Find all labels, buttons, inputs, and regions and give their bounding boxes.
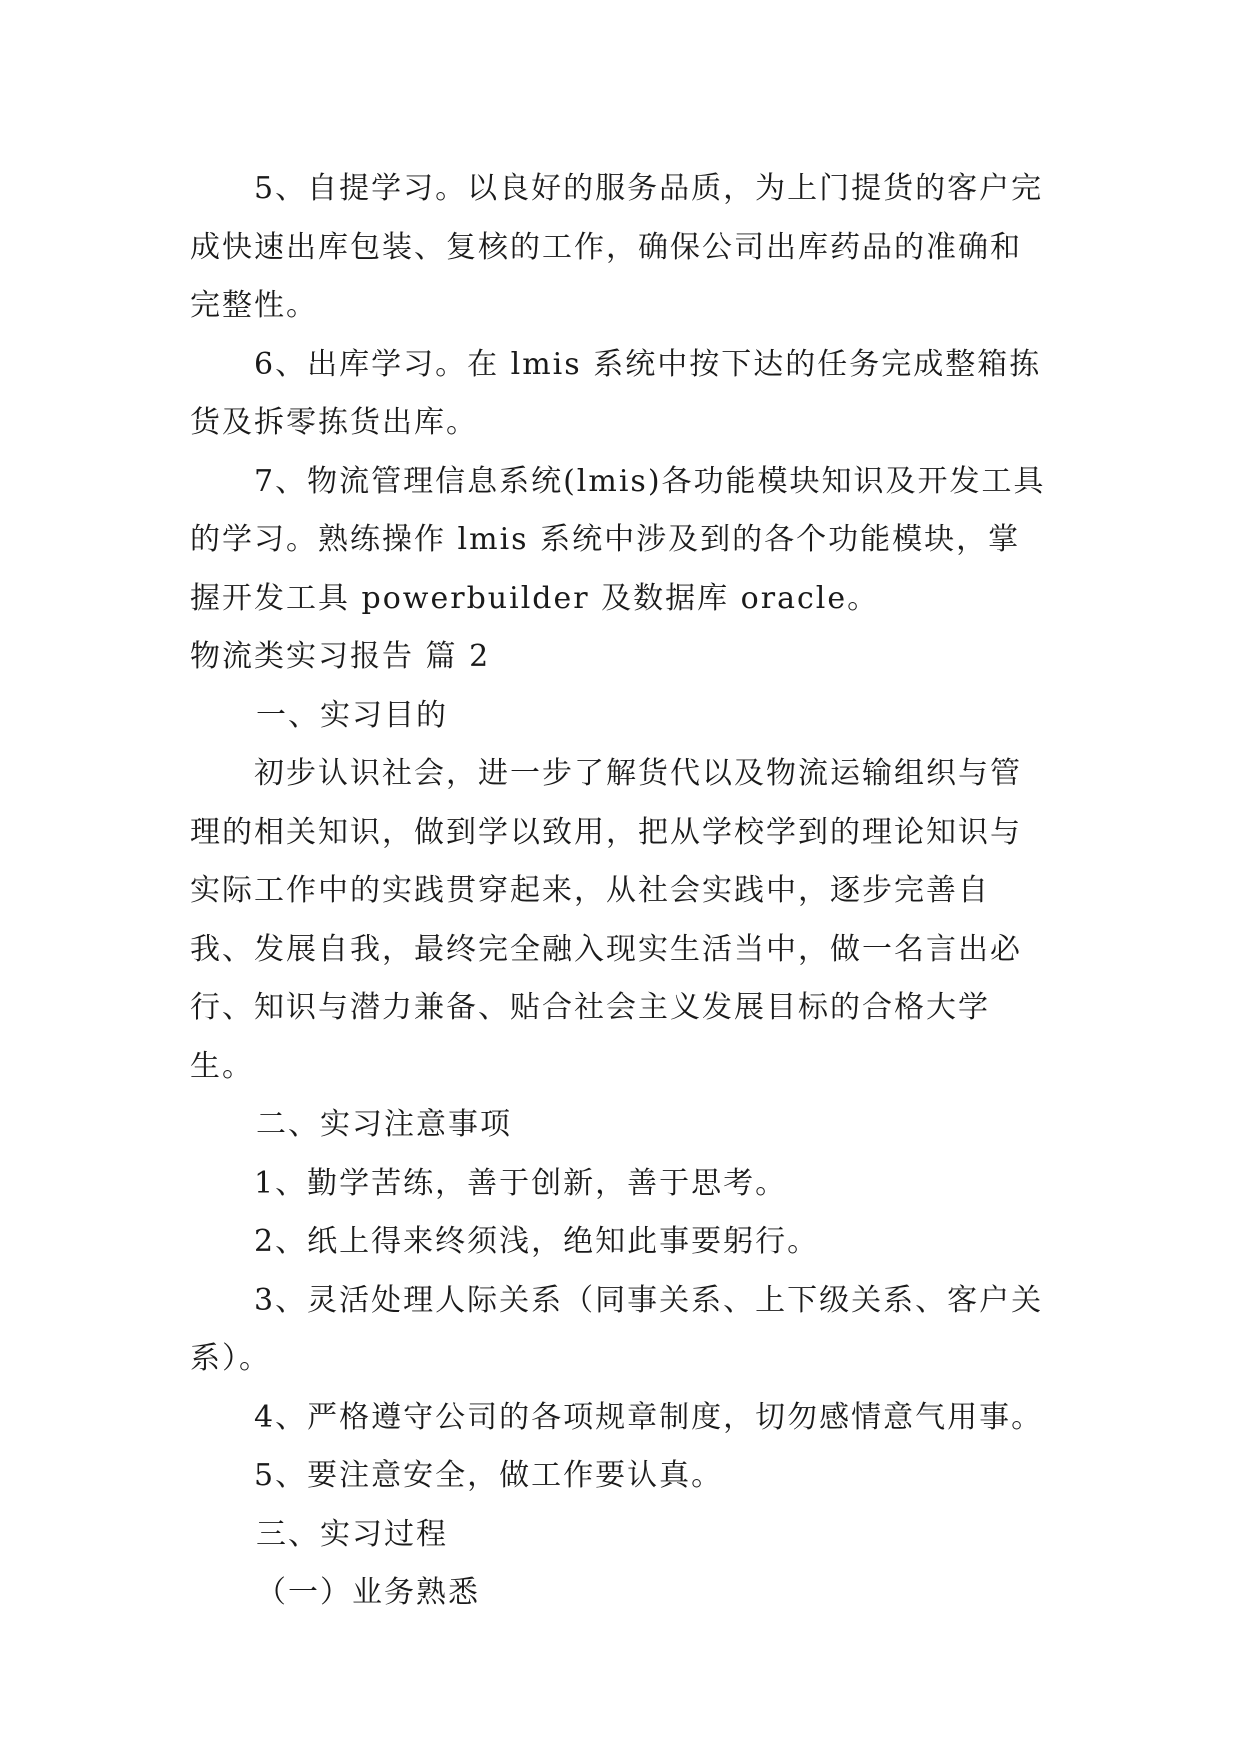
document-body [190,160,1050,1623]
paragraph-purpose: 初步认识社会，进一步了解货代以及物流运输组织与管理的相关知识，做到学以致用，把从学校学到的理论知识与实际工作中的实践贯穿起来，从社会实践中，逐步完善自我、发展自我，最终完全融入现实生活当中，做一名言出必行、知识与潜力兼备、贴合社会主义发展目标的合格大学生。 [190,756,1022,1084]
heading-process: 三、实习过程 [256,1516,448,1552]
note-item: 2、纸上得来终须浅，绝知此事要躬行。 [254,1224,820,1259]
paragraph-lmis: 7、物流管理信息系统(lmis)各功能模块知识及开发工具的学习。熟练操作 lmis 系统中涉及到的各个功能模块，掌握开发工具 powerbuilder 及数据库 oracle。 [190,463,1046,616]
note-item: 1、勤学苦练，善于创新，善于思考。 [254,1165,788,1201]
heading-purpose: 一、实习目的 [256,697,448,733]
section-title: 物流类实习报告 篇 2 [190,639,491,674]
paragraph-self-pickup: 5、自提学习。以良好的服务品质，为上门提货的客户完成快速出库包装、复核的工作，确保公司出库药品的准确和完整性。 [190,171,1044,323]
paragraph-outbound: 6、出库学习。在 lmis 系统中按下达的任务完成整箱拣货及拆零拣货出库。 [190,346,1042,440]
note-item: 4、严格遵守公司的各项规章制度，切勿感情意气用事。 [254,1399,1044,1435]
note-item: 3、灵活处理人际关系（同事关系、上下级关系、客户关系）。 [190,1282,1044,1376]
subheading-business: （一）业务熟悉 [256,1575,480,1610]
heading-notes: 二、实习注意事项 [256,1107,512,1142]
note-item: 5、要注意安全，做工作要认真。 [254,1458,724,1493]
